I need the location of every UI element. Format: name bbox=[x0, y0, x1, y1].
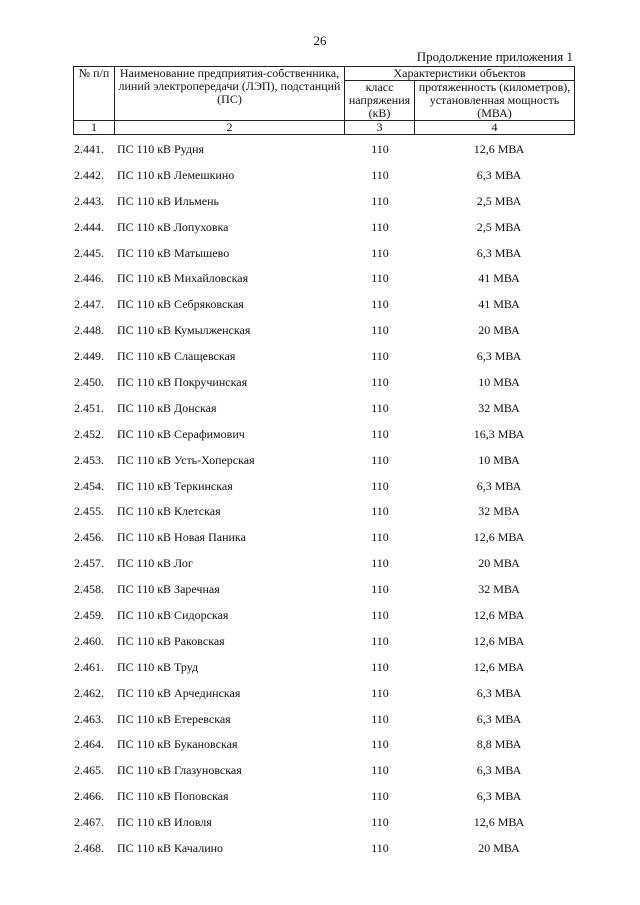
table-row bbox=[74, 395, 574, 421]
row-number: 2.466. bbox=[74, 789, 104, 804]
table-row bbox=[74, 447, 574, 473]
substation-name: ПС 110 кВ Рудня bbox=[117, 142, 205, 156]
table-row bbox=[74, 240, 574, 266]
substation-name: ПС 110 кВ Глазуновская bbox=[117, 763, 242, 778]
continuation-title: Продолжение приложения 1 bbox=[416, 49, 573, 64]
voltage-class: 110 bbox=[371, 375, 389, 390]
voltage-class: 110 bbox=[371, 478, 389, 493]
substation-name: ПС 110 кВ Лопуховка bbox=[117, 219, 229, 234]
table-row bbox=[74, 706, 574, 732]
substation-name: ПС 110 кВ Етеревская bbox=[117, 711, 231, 726]
table-body bbox=[74, 136, 574, 861]
installed-power: 6,3 МВА bbox=[476, 789, 522, 804]
substation-name: ПС 110 кВ Теркинская bbox=[117, 478, 233, 493]
voltage-class: 110 bbox=[371, 737, 389, 752]
voltage-class: 110 bbox=[371, 142, 389, 156]
header-index: 4 bbox=[415, 121, 575, 135]
row-number: 2.459. bbox=[74, 608, 104, 623]
table-row bbox=[74, 369, 574, 395]
voltage-class: 110 bbox=[371, 297, 389, 312]
substation-name: ПС 110 кВ Новая Паника bbox=[117, 530, 246, 545]
installed-power: 6,3 МВА bbox=[476, 685, 522, 700]
voltage-class: 110 bbox=[371, 452, 389, 467]
row-number: 2.446. bbox=[74, 271, 104, 286]
voltage-class: 110 bbox=[371, 349, 389, 364]
substation-name: ПС 110 кВ Сидорская bbox=[117, 608, 229, 623]
substation-name: ПС 110 кВ Клетская bbox=[117, 504, 221, 519]
row-number: 2.451. bbox=[74, 400, 104, 415]
substation-name: ПС 110 кВ Кумылженская bbox=[117, 323, 251, 338]
header-name: Наименование предприятия-собственника, линий электропередачи (ЛЭП), подстанций (ПС) bbox=[115, 67, 345, 121]
installed-power: 20 МВА bbox=[478, 841, 520, 856]
table-header bbox=[73, 66, 575, 135]
installed-power: 6,3 МВА bbox=[476, 349, 522, 364]
installed-power: 12,6 МВА bbox=[473, 633, 525, 648]
row-number: 2.448. bbox=[74, 323, 104, 338]
installed-power: 10 МВА bbox=[478, 375, 520, 390]
table-row bbox=[74, 214, 574, 240]
installed-power: 12,6 МВА bbox=[473, 608, 525, 623]
table-row bbox=[74, 162, 574, 188]
installed-power: 20 МВА bbox=[478, 323, 520, 338]
installed-power: 12,6 МВА bbox=[473, 530, 525, 545]
row-number: 2.460. bbox=[74, 633, 104, 648]
substation-name: ПС 110 кВ Раковская bbox=[117, 633, 225, 648]
installed-power: 6,3 МВА bbox=[476, 167, 522, 182]
table-row bbox=[74, 524, 574, 550]
substation-name: ПС 110 кВ Лемешкино bbox=[117, 167, 235, 182]
voltage-class: 110 bbox=[371, 504, 389, 519]
installed-power: 20 МВА bbox=[478, 556, 520, 571]
row-number: 2.468. bbox=[74, 841, 104, 856]
voltage-class: 110 bbox=[371, 167, 389, 182]
row-number: 2.441. bbox=[74, 142, 104, 156]
header-index: 3 bbox=[345, 121, 415, 135]
substation-name: ПС 110 кВ Себряковская bbox=[117, 297, 244, 312]
installed-power: 12,6 МВА bbox=[473, 659, 525, 674]
voltage-class: 110 bbox=[371, 323, 389, 338]
table-row bbox=[74, 343, 574, 369]
header-index: 1 bbox=[74, 121, 115, 135]
substation-name: ПС 110 кВ Матышево bbox=[117, 245, 230, 260]
row-number: 2.455. bbox=[74, 504, 104, 519]
table-row bbox=[74, 835, 574, 861]
row-number: 2.449. bbox=[74, 349, 104, 364]
substation-name: ПС 110 кВ Лог bbox=[117, 556, 193, 571]
substation-name: ПС 110 кВ Ильмень bbox=[117, 193, 219, 208]
substation-name: ПС 110 кВ Качалино bbox=[117, 841, 224, 856]
installed-power: 2,5 МВА bbox=[476, 193, 522, 208]
header-voltage: класс напряжения (кВ) bbox=[345, 81, 415, 121]
installed-power: 8,8 МВА bbox=[476, 737, 522, 752]
row-number: 2.444. bbox=[74, 219, 104, 234]
substation-name: ПС 110 кВ Иловля bbox=[117, 815, 212, 830]
installed-power: 32 МВА bbox=[478, 582, 520, 597]
voltage-class: 110 bbox=[371, 271, 389, 286]
substation-name: ПС 110 кВ Поповская bbox=[117, 789, 229, 804]
voltage-class: 110 bbox=[371, 582, 389, 597]
installed-power: 6,3 МВА bbox=[476, 763, 522, 778]
voltage-class: 110 bbox=[371, 789, 389, 804]
row-number: 2.467. bbox=[74, 815, 104, 830]
substation-name: ПС 110 кВ Покручинская bbox=[117, 375, 248, 390]
installed-power: 6,3 МВА bbox=[476, 711, 522, 726]
installed-power: 12,6 МВА bbox=[473, 815, 525, 830]
header-power: протяженность (километров), установленная мощность (МВА) bbox=[415, 81, 575, 121]
header-index: 2 bbox=[115, 121, 345, 135]
row-number: 2.462. bbox=[74, 685, 104, 700]
table-row bbox=[74, 421, 574, 447]
voltage-class: 110 bbox=[371, 426, 389, 441]
installed-power: 10 МВА bbox=[478, 452, 520, 467]
substation-name: ПС 110 кВ Серафимович bbox=[117, 426, 245, 441]
row-number: 2.453. bbox=[74, 452, 104, 467]
voltage-class: 110 bbox=[371, 815, 389, 830]
installed-power: 16,3 МВА bbox=[473, 426, 525, 441]
row-number: 2.465. bbox=[74, 763, 104, 778]
substation-name: ПС 110 кВ Донская bbox=[117, 400, 217, 415]
table-row bbox=[74, 731, 574, 757]
row-number: 2.445. bbox=[74, 245, 104, 260]
row-number: 2.452. bbox=[74, 426, 104, 441]
table-row bbox=[74, 317, 574, 343]
table-row bbox=[74, 136, 574, 162]
header-group: Характеристики объектов bbox=[345, 67, 575, 81]
voltage-class: 110 bbox=[371, 193, 389, 208]
voltage-class: 110 bbox=[371, 219, 389, 234]
table-row bbox=[74, 498, 574, 524]
row-number: 2.461. bbox=[74, 659, 104, 674]
table-row bbox=[74, 602, 574, 628]
row-number: 2.443. bbox=[74, 193, 104, 208]
table-row bbox=[74, 783, 574, 809]
row-number: 2.454. bbox=[74, 478, 104, 493]
row-number: 2.464. bbox=[74, 737, 104, 752]
voltage-class: 110 bbox=[371, 400, 389, 415]
substation-name: ПС 110 кВ Михайловская bbox=[117, 271, 249, 286]
page-number: 26 bbox=[313, 33, 327, 48]
voltage-class: 110 bbox=[371, 633, 389, 648]
table-row bbox=[74, 809, 574, 835]
substation-name: ПС 110 кВ Букановская bbox=[117, 737, 238, 752]
voltage-class: 110 bbox=[371, 711, 389, 726]
voltage-class: 110 bbox=[371, 841, 389, 856]
substation-name: ПС 110 кВ Труд bbox=[117, 659, 199, 674]
table-row bbox=[74, 473, 574, 499]
table-row bbox=[74, 757, 574, 783]
row-number: 2.457. bbox=[74, 556, 104, 571]
header-num: № п/п bbox=[74, 67, 115, 121]
installed-power: 6,3 МВА bbox=[476, 245, 522, 260]
row-number: 2.458. bbox=[74, 582, 104, 597]
table-row bbox=[74, 265, 574, 291]
table-row bbox=[74, 291, 574, 317]
voltage-class: 110 bbox=[371, 763, 389, 778]
voltage-class: 110 bbox=[371, 530, 389, 545]
installed-power: 41 МВА bbox=[478, 271, 520, 286]
row-number: 2.450. bbox=[74, 375, 104, 390]
voltage-class: 110 bbox=[371, 245, 389, 260]
substation-name: ПС 110 кВ Усть-Хоперская bbox=[117, 452, 255, 467]
table-row bbox=[74, 550, 574, 576]
row-number: 2.456. bbox=[74, 530, 104, 545]
substation-name: ПС 110 кВ Заречная bbox=[117, 582, 220, 597]
installed-power: 12,6 МВА bbox=[473, 142, 525, 156]
table-row bbox=[74, 576, 574, 602]
voltage-class: 110 bbox=[371, 608, 389, 623]
row-number: 2.463. bbox=[74, 711, 104, 726]
row-number: 2.447. bbox=[74, 297, 104, 312]
table-row bbox=[74, 188, 574, 214]
voltage-class: 110 bbox=[371, 685, 389, 700]
substation-name: ПС 110 кВ Слащевская bbox=[117, 349, 236, 364]
table-row bbox=[74, 628, 574, 654]
installed-power: 41 МВА bbox=[478, 297, 520, 312]
voltage-class: 110 bbox=[371, 659, 389, 674]
substation-name: ПС 110 кВ Арчединская bbox=[117, 685, 241, 700]
table-row bbox=[74, 680, 574, 706]
installed-power: 32 МВА bbox=[478, 400, 520, 415]
row-number: 2.442. bbox=[74, 167, 104, 182]
installed-power: 32 МВА bbox=[478, 504, 520, 519]
voltage-class: 110 bbox=[371, 556, 389, 571]
installed-power: 6,3 МВА bbox=[476, 478, 522, 493]
installed-power: 2,5 МВА bbox=[476, 219, 522, 234]
table-row bbox=[74, 654, 574, 680]
